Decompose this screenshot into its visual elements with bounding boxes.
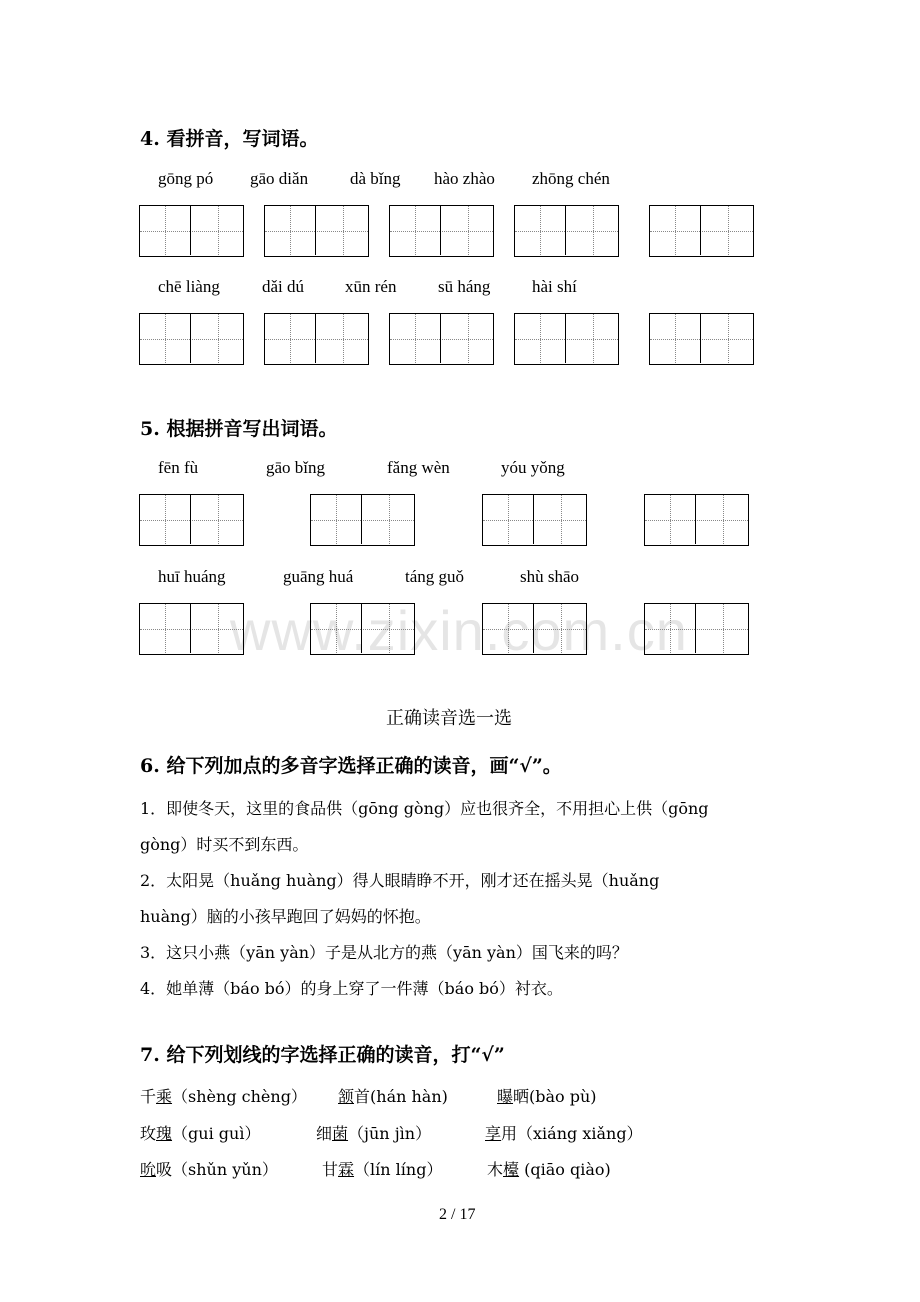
q7-item: 颔首(hán hàn) [338, 1087, 448, 1106]
q4-pinyin: xūn rén [345, 277, 397, 296]
q4-pinyin: dà bǐng [350, 169, 401, 188]
writing-grid[interactable] [139, 205, 244, 257]
q7-item: 甘霖（lín líng） [322, 1160, 443, 1179]
q4-pinyin: gāo diǎn [250, 169, 309, 188]
q6-line: 4．她单薄（báo bó）的身上穿了一件薄（báo bó）衬衣。 [140, 979, 563, 998]
q7-item: 千乘（shèng chèng） [140, 1087, 307, 1106]
q5-pinyin: huī huáng [158, 567, 226, 586]
writing-grid[interactable] [389, 313, 494, 365]
writing-grid[interactable] [482, 603, 587, 655]
writing-grid[interactable] [310, 603, 415, 655]
writing-grid[interactable] [514, 313, 619, 365]
q6-heading: 6. 给下列加点的多音字选择正确的读音，画“√”。 [140, 755, 562, 777]
section-title: 正确读音选一选 [386, 708, 512, 729]
q4-pinyin: chē liàng [158, 277, 220, 296]
q5-pinyin: guāng huá [283, 567, 354, 586]
writing-grid[interactable] [139, 313, 244, 365]
watermark: www.zixin.com.cn [230, 599, 688, 662]
writing-grid[interactable] [139, 603, 244, 655]
q7-item: 玫瑰（gui guì） [140, 1124, 261, 1143]
writing-grid[interactable] [139, 494, 244, 546]
writing-grid[interactable] [649, 313, 754, 365]
q4-pinyin: gōng pó [158, 169, 214, 188]
q5-heading: 5. 根据拼音写出词语。 [140, 418, 338, 440]
writing-grid[interactable] [644, 603, 749, 655]
q7-item: 木檯 (qiāo qiào) [487, 1160, 611, 1179]
q6-line: 1．即使冬天，这里的食品供（gōng gòng）应也很齐全，不用担心上供（gōng [140, 799, 709, 818]
writing-grid[interactable] [264, 205, 369, 257]
q5-pinyin: táng guǒ [405, 567, 465, 586]
q5-pinyin: yóu yǒng [501, 458, 565, 477]
q7-item: 细菌（jūn jìn） [316, 1124, 432, 1143]
page-number: 2 / 17 [439, 1206, 476, 1223]
writing-grid[interactable] [264, 313, 369, 365]
q7-item: 享用（xiáng xiǎng） [485, 1124, 643, 1143]
q4-pinyin: sū háng [438, 277, 491, 296]
q4-pinyin: hào zhào [434, 169, 495, 188]
writing-grid[interactable] [482, 494, 587, 546]
q5-pinyin: gāo bǐng [266, 458, 326, 477]
writing-grid[interactable] [310, 494, 415, 546]
q4-pinyin: dǎi dú [262, 277, 305, 296]
q6-line: gòng）时买不到东西。 [140, 835, 309, 854]
q7-heading: 7. 给下列划线的字选择正确的读音，打“√” [140, 1044, 505, 1066]
q5-pinyin: fēn fù [158, 458, 199, 477]
writing-grid[interactable] [389, 205, 494, 257]
q6-line: 2．太阳晃（huǎng huàng）得人眼睛睁不开，刚才还在摇头晃（huǎng [140, 871, 660, 890]
q6-line: 3．这只小燕（yān yàn）子是从北方的燕（yān yàn）国飞来的吗？ [140, 943, 628, 962]
writing-grid[interactable] [649, 205, 754, 257]
q4-pinyin: hài shí [532, 277, 577, 296]
q5-pinyin: shù shāo [520, 567, 580, 586]
writing-grid[interactable] [514, 205, 619, 257]
q7-item: 曝晒(bào pù) [497, 1087, 597, 1106]
q4-pinyin: zhōng chén [532, 169, 610, 188]
q7-item: 吮吸（shǔn yǔn） [140, 1160, 278, 1179]
q5-pinyin: fǎng wèn [387, 458, 450, 477]
writing-grid[interactable] [644, 494, 749, 546]
q4-heading: 4. 看拼音，写词语。 [140, 128, 319, 150]
q6-line: huàng）脑的小孩早跑回了妈妈的怀抱。 [140, 907, 431, 926]
